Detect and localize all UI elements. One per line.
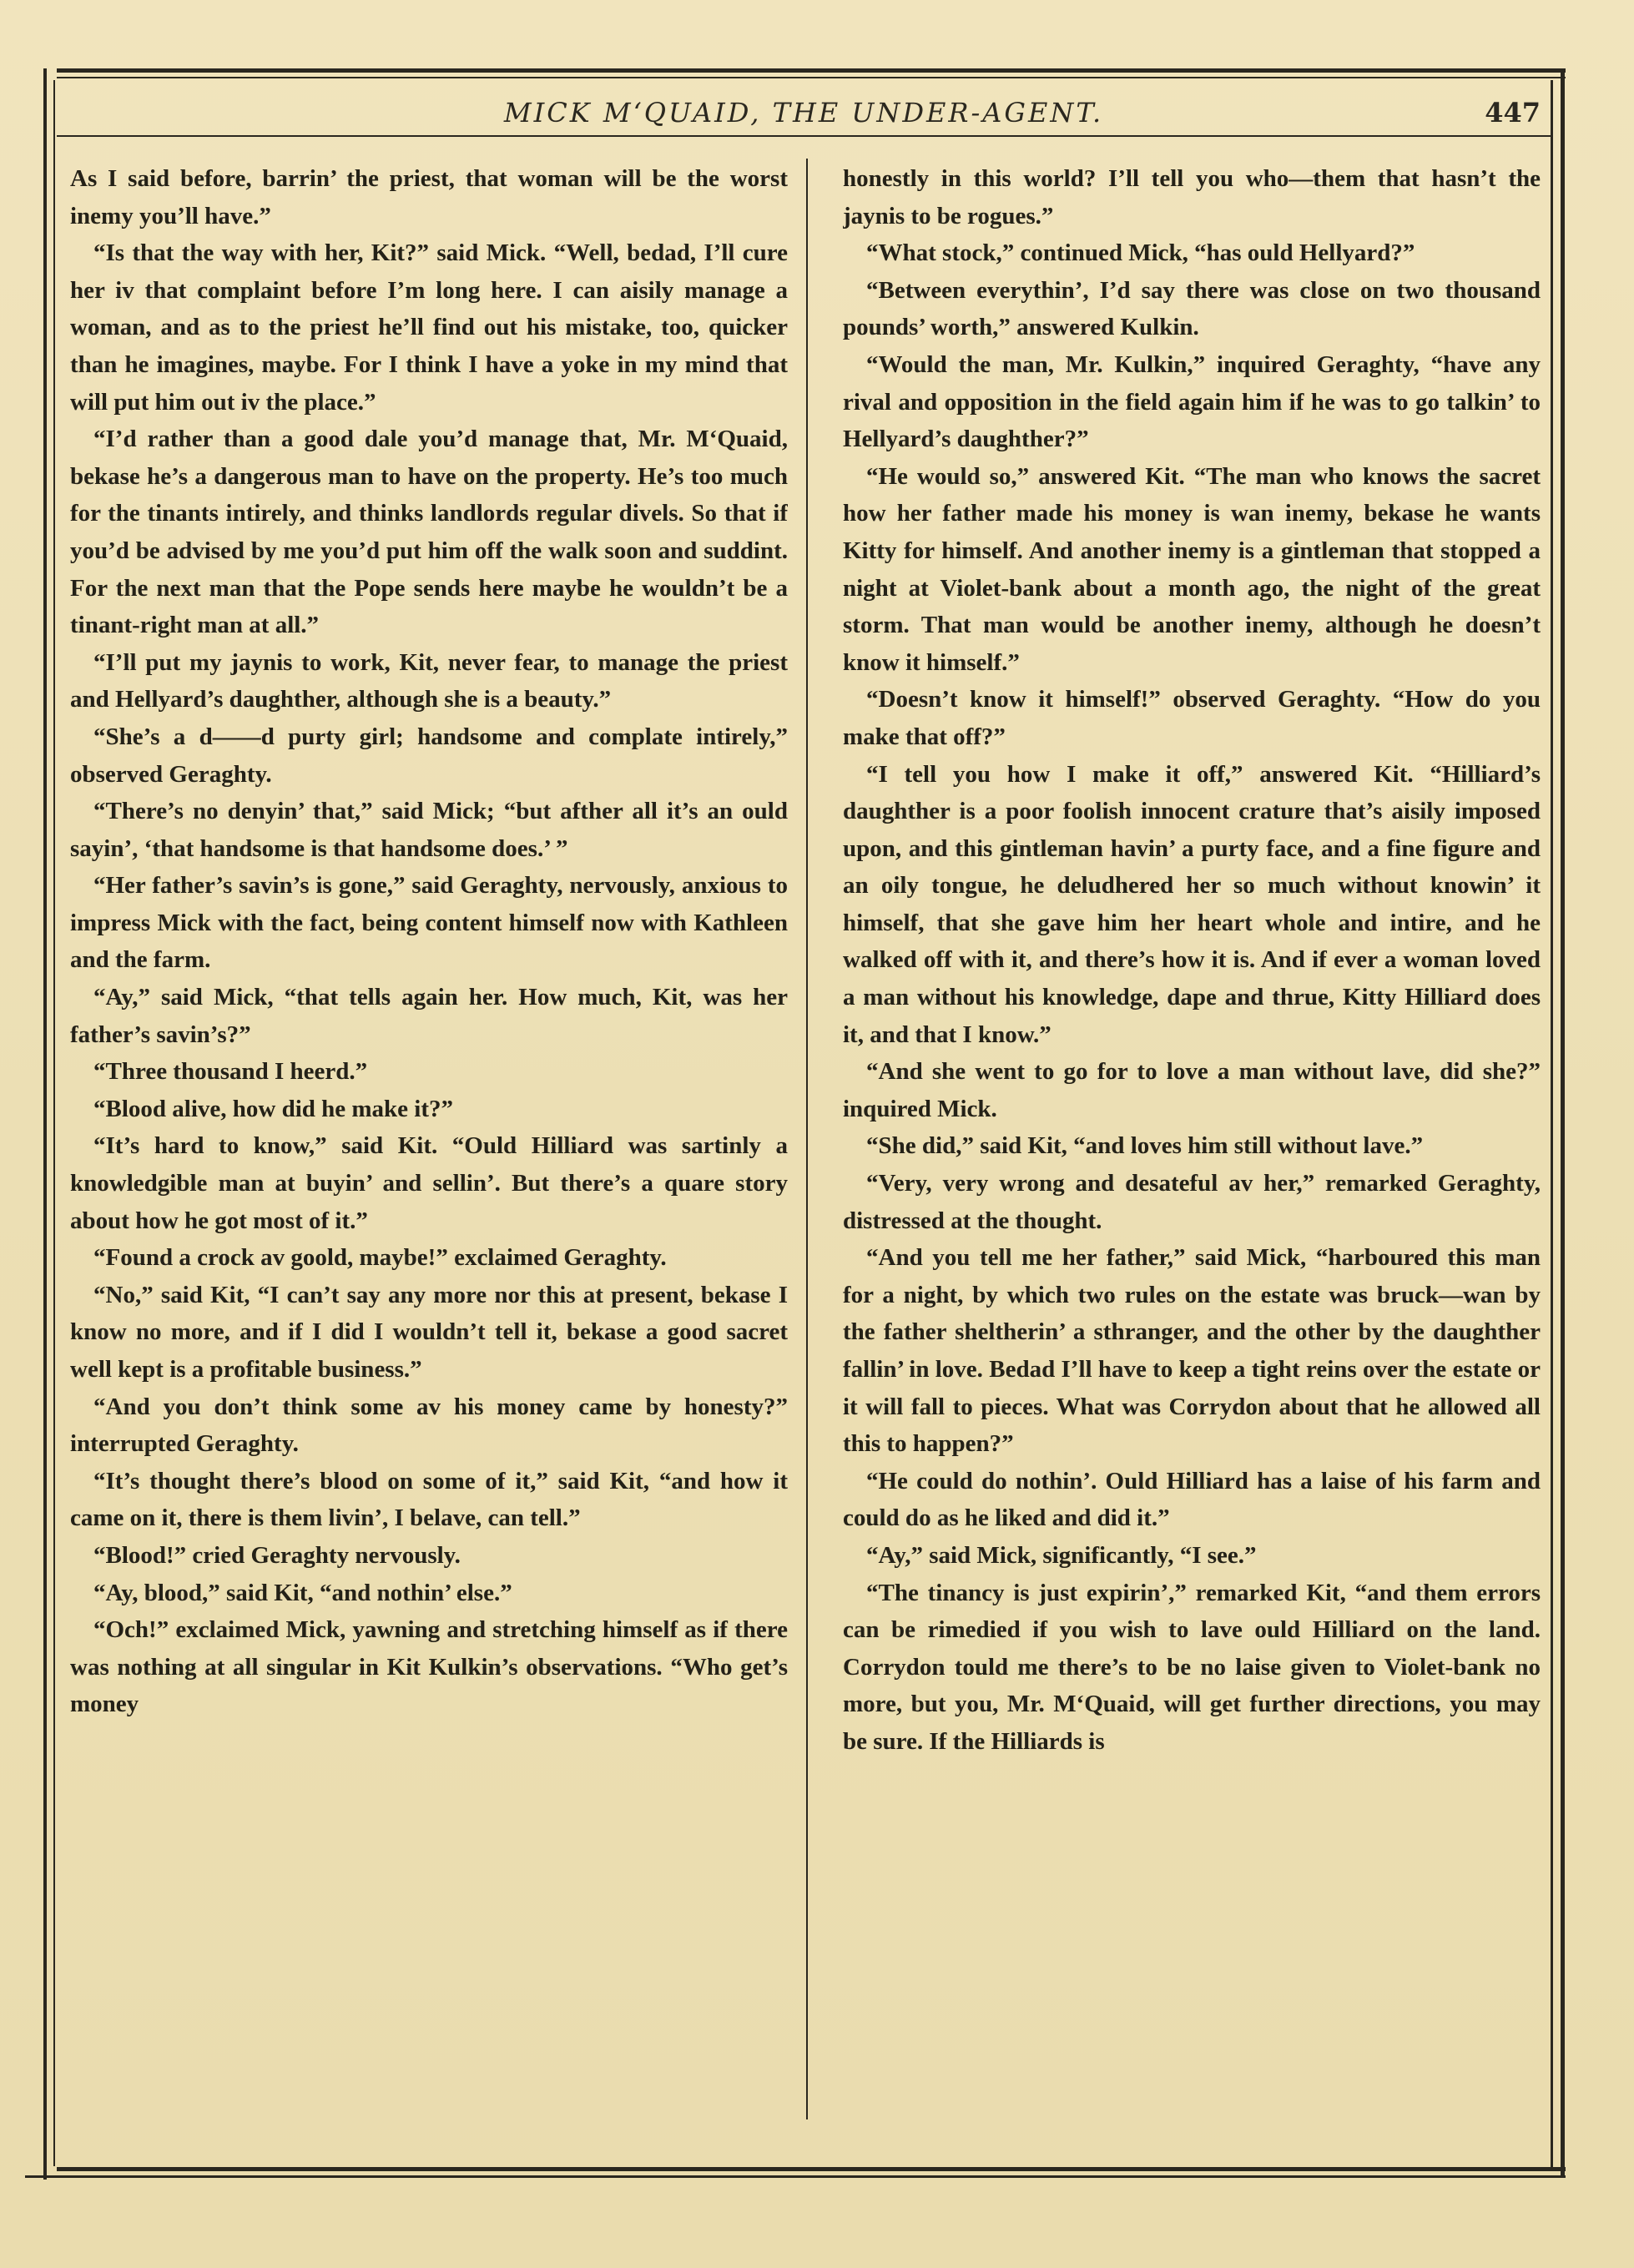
top-border-thick	[57, 68, 1566, 73]
page-number: 447	[1485, 97, 1541, 129]
paragraph: “I’ll put my jaynis to work, Kit, never fear, to manage the priest and Hellyard’s daughther, although she is a beauty.”	[70, 648, 788, 713]
left-border-thick	[43, 68, 47, 2180]
paragraph: “Would the man, Mr. Kulkin,” inquired Geraghty, “have any rival and opposition in the field again him if he was to go talkin’ to Hellyard’s daughther?”	[843, 350, 1541, 453]
paragraph: “Her father’s savin’s is gone,” said Geraghty, nervously, anxious to impress Mick with the fact, being content himself now with Kathleen and the farm.	[70, 872, 788, 974]
paragraph: “Blood alive, how did he make it?”	[93, 1095, 454, 1122]
running-header	[57, 92, 1551, 132]
paragraph: “It’s hard to know,” said Kit. “Ould Hilliard was sartinly a knowledgible man at buyin’ and sellin’. But there’s a quare story about how he got most of it.”	[70, 1132, 788, 1234]
left-column	[70, 160, 788, 2146]
column-divider	[806, 159, 808, 2119]
paragraph: “And you don’t think some av his money came by honesty?” interrupted Geraghty.	[70, 1393, 788, 1458]
paragraph: “Between everythin’, I’d say there was close on two thousand pounds’ worth,” answered Kulkin.	[843, 276, 1541, 341]
paragraph: “Is that the way with her, Kit?” said Mick. “Well, bedad, I’ll cure her iv that complaint before I’m long here. I can aisily manage a woman, and as to the priest he’ll find out his mistake, too, quicker than he imagines, maybe. For I think I have a yoke in my mind that will put him out iv the place.”	[70, 239, 788, 416]
paragraph: “Och!” exclaimed Mick, yawning and stretching himself as if there was nothing at all singular in Kit Kulkin’s observations. “Who get’s money	[70, 1616, 788, 1718]
paragraph: “She did,” said Kit, “and loves him still without lave.”	[866, 1132, 1424, 1160]
paragraph: “Doesn’t know it himself!” observed Geraghty. “How do you make that off?”	[843, 686, 1541, 750]
paragraph: “And you tell me her father,” said Mick, “harboured this man for a night, by which two rules on the estate was bruck—wan by the father sheltherin’ a sthranger, and the other by the daughther fallin’ in love. Bedad I’ll have to keep a tight reins over the estate or it will fall to pieces. What was Corrydon about that he allowed all this to happen?”	[843, 1244, 1541, 1458]
bottom-border-thick	[57, 2167, 1566, 2171]
header-rule	[57, 135, 1551, 137]
paragraph: “And she went to go for to love a man without lave, did she?” inquired Mick.	[843, 1058, 1541, 1122]
right-border-thin	[1551, 80, 1553, 2170]
paragraph: “He could do nothin’. Ould Hilliard has a laise of his farm and could do as he liked and did it.”	[843, 1467, 1541, 1532]
paragraph: As I said before, barrin’ the priest, that woman will be the worst inemy you’ll have.”	[70, 165, 788, 229]
paragraph: “Very, very wrong and desateful av her,” remarked Geraghty, distressed at the thought.	[843, 1170, 1541, 1234]
right-border-thick	[1561, 68, 1565, 2178]
paragraph: honestly in this world? I’ll tell you who—them that hasn’t the jaynis to be rogues.”	[843, 165, 1541, 229]
paragraph: “Found a crock av goold, maybe!” exclaimed Geraghty.	[93, 1244, 667, 1272]
paragraph: “Ay, blood,” said Kit, “and nothin’ else.”	[93, 1579, 512, 1606]
paragraph: “Ay,” said Mick, “that tells again her. How much, Kit, was her father’s savin’s?”	[70, 984, 788, 1048]
left-border-thin	[53, 80, 55, 2166]
paragraph: “It’s thought there’s blood on some of it,” said Kit, “and how it came on it, there is them livin’, I belave, can tell.”	[70, 1467, 788, 1532]
paragraph: “She’s a d——d purty girl; handsome and complate intirely,” observed Geraghty.	[70, 723, 788, 788]
paragraph: “I’d rather than a good dale you’d manage that, Mr. M‘Quaid, bekase he’s a dangerous man to have on the property. He’s too much for the tinants intirely, and thinks landlords regular divels. So that if you’d be advised by me you’d put him off the walk soon and suddint. For the next man that the Pope sends here maybe he wouldn’t be a tinant-right man at all.”	[70, 426, 788, 639]
paragraph: “The tinancy is just expirin’,” remarked Kit, “and them errors can be rimedied if you wish to lave ould Hilliard on the land. Corrydon tould me there’s to be no laise given to Violet-bank no more, but you, Mr. M‘Quaid, will get further directions, you may be sure. If the Hilliards is	[843, 1579, 1541, 1755]
paragraph: “There’s no denyin’ that,” said Mick; “but afther all it’s an ould sayin’, ‘that handsome is that handsome does.’ ”	[70, 798, 788, 862]
paragraph: “Blood!” cried Geraghty nervously.	[93, 1541, 461, 1569]
paragraph: “I tell you how I make it off,” answered Kit. “Hilliard’s daughther is a poor foolish innocent crature that’s aisily imposed upon, and this gintleman havin’ a purty face, and a fine figure and an oily tongue, he deludhered her so much without knowin’ it himself, that she gave him her heart whole and intire, and he walked off with it, and there’s how it is. And if ever a woman loved a man without his knowledge, dape and thrue, Kitty Hilliard does it, and that I know.”	[843, 760, 1541, 1048]
running-title: MICK M‘QUAID, THE UNDER-AGENT.	[503, 97, 1104, 129]
paragraph: “Three thousand I heerd.”	[93, 1058, 368, 1086]
paragraph: “No,” said Kit, “I can’t say any more nor this at present, bekase I know no more, and if I did I wouldn’t tell it, bekase a good sacret well kept is a profitable business.”	[70, 1281, 788, 1383]
paragraph: “What stock,” continued Mick, “has ould Hellyard?”	[866, 239, 1415, 267]
paragraph: “Ay,” said Mick, significantly, “I see.”	[866, 1541, 1257, 1569]
bottom-border-thin	[25, 2175, 1566, 2178]
right-column	[843, 160, 1541, 2146]
top-border-thin	[57, 77, 1566, 78]
paragraph: “He would so,” answered Kit. “The man who knows the sacret how her father made his money is wan inemy, bekase he wants Kitty for himself. And another inemy is a gintleman that stopped a night at Violet-bank about a month ago, the night of the great storm. That man would be another inemy, although he doesn’t know it himself.”	[843, 462, 1541, 676]
